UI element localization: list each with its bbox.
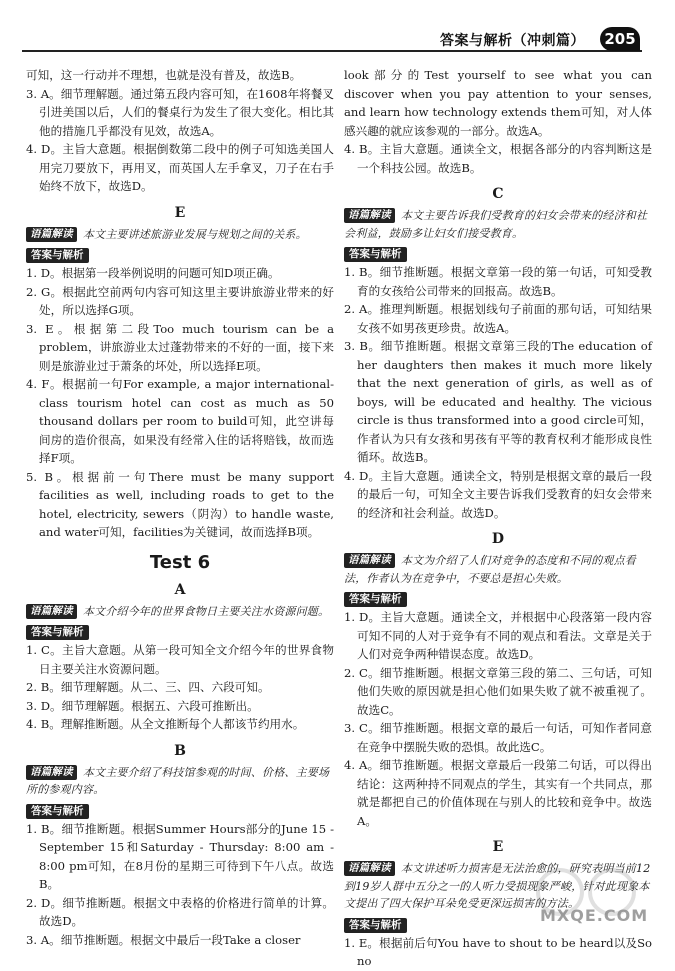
answer-item: 4. F。根据前一句For example, a major international-class tourism hotel can cost as much as 50 thousand dollars per room to build可知，此空讲每间房的造价很高，如果没有经常入住的话将赔钱，故而选择F项。 bbox=[26, 377, 334, 465]
answer-item: 3. A。细节推断题。根据文中最后一段Take a closer bbox=[26, 932, 301, 947]
reading-tag: 语篇解读 bbox=[344, 553, 395, 568]
page-number-badge: 205 bbox=[600, 27, 640, 51]
answer-item: 3. D。细节理解题。根据五、六段可推断出。 bbox=[26, 698, 259, 713]
answer-item: 4. D。主旨大意题。根据倒数第二段中的例子可知选美国人用完刀要放下，再用叉，而英国人左手拿叉，刀子在右手始终不放下，故选D。 bbox=[26, 142, 334, 193]
answer-item: 1. B。细节推断题。根据Summer Hours部分的June 15 - September 15和Saturday - Thursday: 8:00 am - 8:00 pm可知，在8月份的星期三可待到下午八点。故选B。 bbox=[26, 821, 334, 891]
answer-item: 3. B。细节推断题。根据文章第三段的The education of her daughters then makes it much more likely that the next generation of girls, as well as of boys, will be educated and healthy. The vicious circle is thus transformed into a good circle可知，作者认为只有女孩和男孩有平等的教育权利才能形成良性循环。故选B。 bbox=[344, 339, 652, 464]
summary-text: 本文为介绍了人们对竞争的态度和不同的观点看法，作者认为在竞争中，不要总是担心失败。 bbox=[344, 554, 637, 585]
summary-text: 本文主要介绍了科技馆参观的时间、价格、主要场所的参观内容。 bbox=[26, 765, 330, 796]
reading-tag: 语篇解读 bbox=[344, 861, 395, 876]
page-header bbox=[0, 0, 675, 62]
section-title-b: B bbox=[174, 742, 186, 759]
section-title-a: A bbox=[174, 581, 186, 598]
answer-item: 3. A。细节理解题。通过第五段内容可知，在1608年将餐叉引进美国以后，人们的餐桌行为发生了很大变化。相比其他的措施几乎都没有见效，故选A。 bbox=[26, 86, 334, 138]
answer-item: 1. D。主旨大意题。通读全文，并根据中心段落第一段内容可知不同的人对于竞争有不同的观点和看法。文章是关于人们对竞争两种错误态度。故选D。 bbox=[344, 610, 652, 661]
summary-text: 本文讲述听力损害是无法治愈的，研究表明当前12到19岁人群中五分之一的人听力受损现象严峻，针对此现象本文提出了四大保护耳朵免受更深远损害的方法。 bbox=[344, 862, 651, 910]
answer-item: 3. C。细节推断题。根据文章的最后一句话，可知作者同意在竞争中摆脱失败的恐惧。故此选C。 bbox=[344, 721, 652, 754]
answers-tag: 答案与解析 bbox=[26, 625, 89, 640]
answer-item: 2. G。根据此空前两句内容可知这里主要讲旅游业带来的好处，所以选择G项。 bbox=[26, 284, 334, 317]
answer-item: 1. B。细节推断题。根据文章第一段的第一句话，可知受教育的女孩给公司带来的回报高。故选B。 bbox=[344, 265, 652, 298]
left-column bbox=[26, 66, 334, 949]
answer-item: 4. D。主旨大意题。通读全文，特别是根据文章的最后一段的最后一句，可知全文主要告诉我们受教育的妇女会带来的经济和社会利益。故选D。 bbox=[344, 468, 652, 520]
answer-item: 4. B。主旨大意题。通读全文，根据各部分的内容判断这是一个科技公园。故选B。 bbox=[344, 142, 652, 175]
answers-tag: 答案与解析 bbox=[26, 248, 89, 263]
reading-summary bbox=[26, 226, 334, 244]
answers-tag: 答案与解析 bbox=[344, 247, 407, 262]
header-rule bbox=[22, 50, 642, 52]
reading-tag: 语篇解读 bbox=[26, 227, 77, 242]
reading-tag: 语篇解读 bbox=[26, 604, 77, 619]
answer-item: 2. A。推理判断题。根据划线句子前面的那句话，可知结果女孩不如男孩更珍贵。故选A。 bbox=[344, 302, 652, 335]
summary-text: 本文介绍今年的世界食物日主要关注水资源问题。 bbox=[82, 604, 330, 618]
section-title-c: C bbox=[492, 186, 504, 202]
answer-item: 2. B。细节理解题。从二、三、四、六段可知。 bbox=[26, 680, 270, 694]
answer-item: 1. E。根据前后句You have to shout to be heard以及So no bbox=[344, 935, 652, 968]
answer-item: 5. B。根据前一句There must be many support facilities as well, including roads to get to the hotel, electricity, sewers（阴沟）to handle waste, and water可知，facilities为关键词，故而选择B项。 bbox=[26, 469, 334, 539]
answers-tag: 答案与解析 bbox=[344, 592, 407, 607]
section-title-e: E bbox=[492, 839, 504, 855]
reading-summary bbox=[344, 207, 652, 242]
answers-tag: 答案与解析 bbox=[26, 804, 89, 819]
test-title: Test 6 bbox=[149, 551, 211, 573]
answer-item: 3. E。根据第二段Too much tourism can be a problem，讲旅游业太过蓬勃带来的不好的一面，接下来则是旅游业过于萧条的坏处，所以选择E项。 bbox=[26, 321, 334, 373]
reading-summary bbox=[26, 603, 334, 621]
section-title-e: E bbox=[174, 204, 186, 221]
reading-summary bbox=[26, 764, 334, 799]
answer-item: 2. D。细节推断题。根据文中表格的价格进行简单的计算。故选D。 bbox=[26, 895, 334, 928]
paragraph: look部分的Test yourself to see what you can discover when you pay attention to your senses, and learn how technology extends them可知，对人体感兴趣的就应该参观的一部分。故选A。 bbox=[344, 68, 652, 138]
answer-item: 4. B。理解推断题。从全文推断每个人都该节约用水。 bbox=[26, 717, 305, 731]
answer-item: 1. C。主旨大意题。从第一段可知全文介绍今年的世界食物日主要关注水资源问题。 bbox=[26, 643, 334, 676]
answers-tag: 答案与解析 bbox=[344, 918, 407, 933]
watermark-text: MXQE.COM bbox=[540, 906, 649, 925]
paragraph: 可知，这一行动并不理想，也就是没有普及，故选B。 bbox=[26, 68, 302, 82]
reading-tag: 语篇解读 bbox=[344, 208, 395, 223]
reading-summary bbox=[344, 552, 652, 587]
section-title-d: D bbox=[491, 531, 505, 547]
right-column bbox=[344, 66, 652, 971]
answer-item: 4. A。细节推断题。根据文章最后一段第二句话，可以得出结论：这两种持不同观点的学生，其实有一个共同点，那就是都把自己的价值体现在与别人的比较和竞争中。故选A。 bbox=[344, 758, 652, 828]
answer-item: 2. C。细节推断题。根据文章第三段的第二、三句话，可知他们失败的原因就是担心他们如果失败了就不被重视了。故选C。 bbox=[344, 665, 652, 717]
header-title: 答案与解析（冲刺篇） bbox=[440, 33, 585, 49]
summary-text: 本文主要告诉我们受教育的妇女会带来的经济和社会利益，鼓励多让妇女们接受教育。 bbox=[344, 209, 648, 240]
reading-tag: 语篇解读 bbox=[26, 765, 77, 780]
summary-text: 本文主要讲述旅游业发展与规划之间的关系。 bbox=[82, 227, 307, 241]
answer-item: 1. D。根据第一段举例说明的问题可知D项正确。 bbox=[26, 266, 280, 280]
